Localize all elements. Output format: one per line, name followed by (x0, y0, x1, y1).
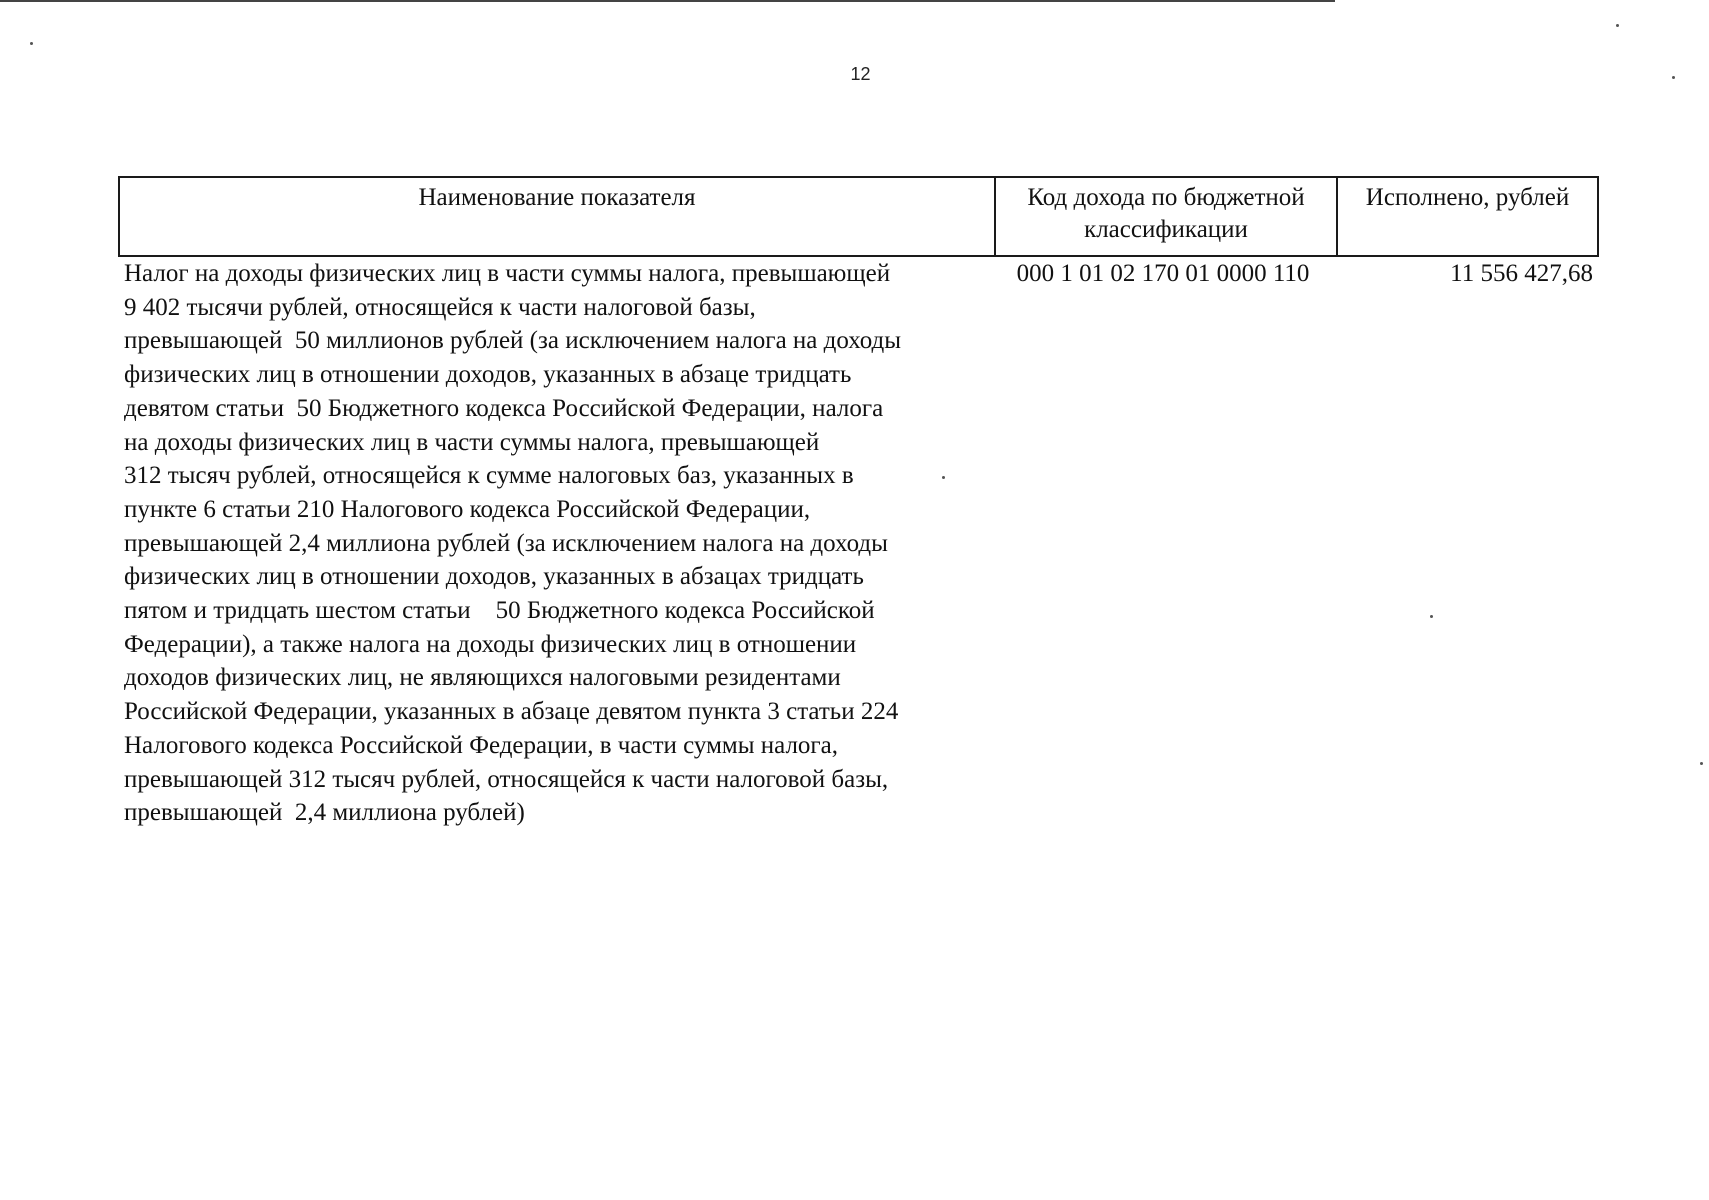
indicator-name-cell: Налог на доходы физических лиц в части суммы налога, превышающей 9 402 тысячи рублей, относящейся к части налоговой базы, превышающей 50 миллионов рублей (за исключением налога на доходы физических лиц в отношении доходов, указанных в абзаце тридцать девятом статьи 50 Бюджетного кодекса Российской Федерации, налога на доходы физических лиц в части суммы налога, превышающей 312 тысяч рублей, относящейся к сумме налоговых баз, указанных в пункте 6 статьи 210 Налогового кодекса Российской Федерации, превышающей 2,4 миллиона рублей (за исключением налога на доходы физических лиц в отношении доходов, указанных в абзацах тридцать пятом и тридцать шестом статьи 50 Бюджетного кодекса Российской Федерации), а также налога на доходы физических лиц в отношении доходов физических лиц, не являющихся налоговыми резидентами Российской Федерации, указанных в абзаце девятом пункта 3 статьи 224 Налогового кодекса Российской Федерации, в части суммы налога, превышающей 312 тысяч рублей, относящейся к части налоговой базы, превышающей 2,4 миллиона рублей) (124, 260, 902, 827)
page-number: 12 (850, 64, 871, 84)
executed-amount-cell: 11 556 427,68 (1450, 260, 1593, 287)
scan-speck (30, 42, 33, 45)
scan-speck (1430, 615, 1433, 618)
table-header (118, 176, 1599, 257)
scan-speck (1700, 762, 1703, 765)
income-code-cell: 000 1 01 02 170 01 0000 110 (1016, 260, 1310, 287)
table-row (118, 257, 1599, 830)
header-executed-amount: Исполнено, рублей (1336, 178, 1597, 255)
header-indicator-name: Наименование показателя (418, 184, 696, 211)
scan-speck (1672, 76, 1675, 79)
scan-top-edge (0, 0, 1335, 2)
header-income-code: Код дохода по бюджетной классификации (994, 178, 1336, 255)
scan-speck (942, 476, 945, 479)
scan-speck (1616, 24, 1619, 27)
